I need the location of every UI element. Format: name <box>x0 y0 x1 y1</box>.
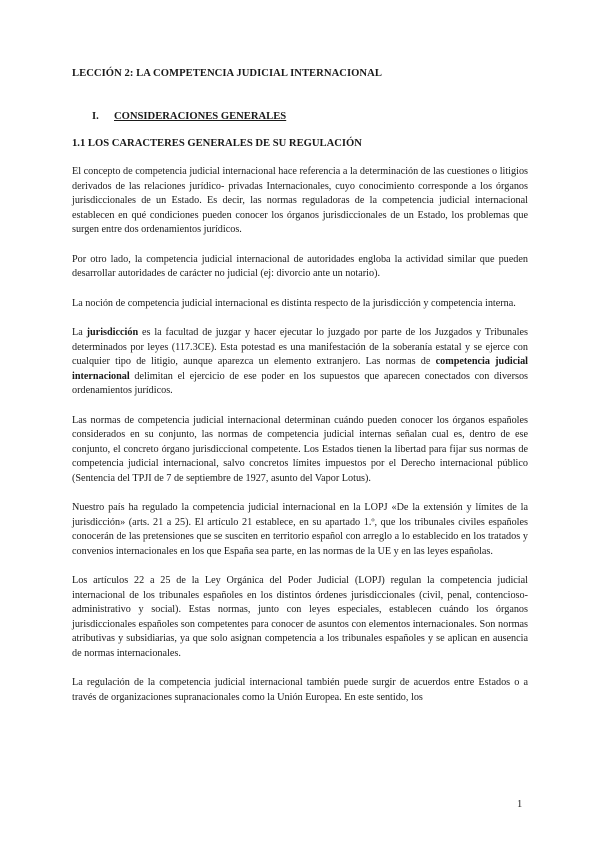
term-jurisdiccion: jurisdicción <box>86 327 139 338</box>
document-page <box>72 68 528 720</box>
paragraph-1: El concepto de competencia judicial internacional hace referencia a la determinación de las cuestiones o litigios derivados de las relaciones jurídico- privadas Internacionales, cuyo conocimiento corresponde a los órganos jurisdiccionales de un Estado. Es decir, las normas reguladoras de la competencia judicial internacional establecen en qué condiciones pueden conocer los órganos jurisdiccionales de un Estado, los problemas que surgen entre dos ordenamientos jurídicos. <box>72 166 528 235</box>
section-title: CONSIDERACIONES GENERALES <box>114 111 287 122</box>
paragraph-5: Las normas de competencia judicial internacional determinan cuándo pueden conocer los órganos españoles considerados en su conjunto, las normas de competencia judicial internas señalan cual es, dentro de ese conjunto, el concreto órgano jurisdiccional competente. Los Estados tienen la libertad para fijar sus normas de competencia judicial internacional, salvo concretos límites impuestos por el Derecho internacional público (Sentencia del TPJI de 7 de septiembre de 1927, asunto del Vapor Lotus). <box>72 414 528 484</box>
paragraph-4-post: delimitan el ejercicio de ese poder en los supuestos que aparecen conectados con diversos ordenamientos jurídicos. <box>72 370 528 396</box>
paragraph-3: La noción de competencia judicial internacional es distinta respecto de la jurisdicción y competencia interna. <box>72 297 516 309</box>
section-number: I. <box>92 111 99 122</box>
paragraph-8: La regulación de la competencia judicial internacional también puede surgir de acuerdos entre Estados o a través de organizaciones supranacionales como la Unión Europea. En este sentido, los <box>72 677 528 703</box>
paragraph-2: Por otro lado, la competencia judicial internacional de autoridades engloba la actividad similar que pueden desarrollar autoridades de carácter no judicial (ej: divorcio ante un notario). <box>72 253 528 279</box>
term-competencia-judicial-internacional: competencia judicial internacional <box>72 356 528 382</box>
section-heading <box>92 111 528 122</box>
subsection-heading: 1.1 LOS CARACTERES GENERALES DE SU REGULACIÓN <box>72 138 362 149</box>
paragraph-4-mid: es la facultad de juzgar y hacer ejecutar lo juzgado por parte de los Juzgados y Tribunales determinados por leyes (117.3CE). Esta potestad es una manifestación de la soberanía estatal y se ejerce con cualquier tipo de litigio, aunque aparezca un elemento extranjero. Las normas de <box>72 327 528 367</box>
page-number: 1 <box>517 799 523 810</box>
paragraph-7: Los artículos 22 a 25 de la Ley Orgánica del Poder Judicial (LOPJ) regulan la competencia judicial internacional de los tribunales españoles en los distintos órdenes jurisdiccionales (civil, penal, contencioso-administrativo y social). Estas normas, junto con leyes especiales, establecen cuándo los órganos jurisdiccionales españoles son competentes para conocer de asuntos con elementos internacionales. Son normas atributivas y subsidiarias, ya que solo asignan competencia a los tribunales españoles y se aplican en ausencia de normas internacionales. <box>72 575 528 659</box>
paragraph-4 <box>72 326 528 399</box>
paragraph-4-pre: La <box>72 327 87 338</box>
lesson-title: LECCIÓN 2: LA COMPETENCIA JUDICIAL INTERNACIONAL <box>72 68 382 79</box>
paragraph-6: Nuestro país ha regulado la competencia judicial internacional en la LOPJ «De la extensión y límites de la jurisdicción» (arts. 21 a 25). El artículo 21 establece, en su apartado 1.º, que los tribunales civiles españoles conocerán de las pretensiones que se susciten en territorio español con arreglo a lo establecido en los tratados y convenios internacionales en los que España sea parte, en las normas de la UE y en las leyes españolas. <box>72 502 528 557</box>
